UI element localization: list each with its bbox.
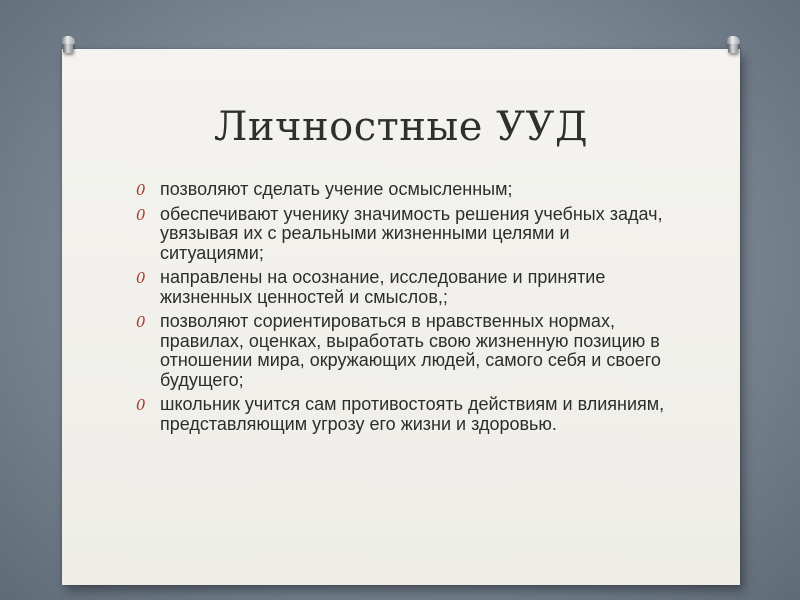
bullet-marker-icon: 0 [136,396,146,414]
bullet-marker-icon: 0 [136,205,146,224]
pushpin-icon [726,36,740,54]
slide-title: Личностные УУД [214,104,588,150]
list-item [132,180,672,200]
bullet-marker-icon: 0 [136,313,146,331]
list-item [132,205,672,264]
list-item-text: направлены на осознание, исследование и принятие жизненных ценностей и смыслов,; [160,267,606,307]
bullet-marker-icon: 0 [136,181,146,199]
pushpin-icon [61,36,75,54]
list-item-text: позволяют сделать учение осмысленным; [160,179,513,199]
list-item [132,268,672,307]
list-item [132,312,672,390]
list-item-text: обеспечивают ученику значимость решения учебных задач, увязывая их с реальными жизненными целями и ситуациями; [160,203,663,263]
bullet-list [132,180,672,439]
list-item-text: школьник учится сам противостоять действиям и влияниям, представляющим угрозу его жизни и здоровью. [160,394,665,434]
list-item [132,395,672,434]
list-item-text: позволяют сориентироваться в нравственных нормах, правилах, оценках, выработать свою жизненную позицию в отношении мира, окружающих людей, самого себя и своего будущего; [160,311,661,390]
bullet-marker-icon: 0 [136,269,146,287]
